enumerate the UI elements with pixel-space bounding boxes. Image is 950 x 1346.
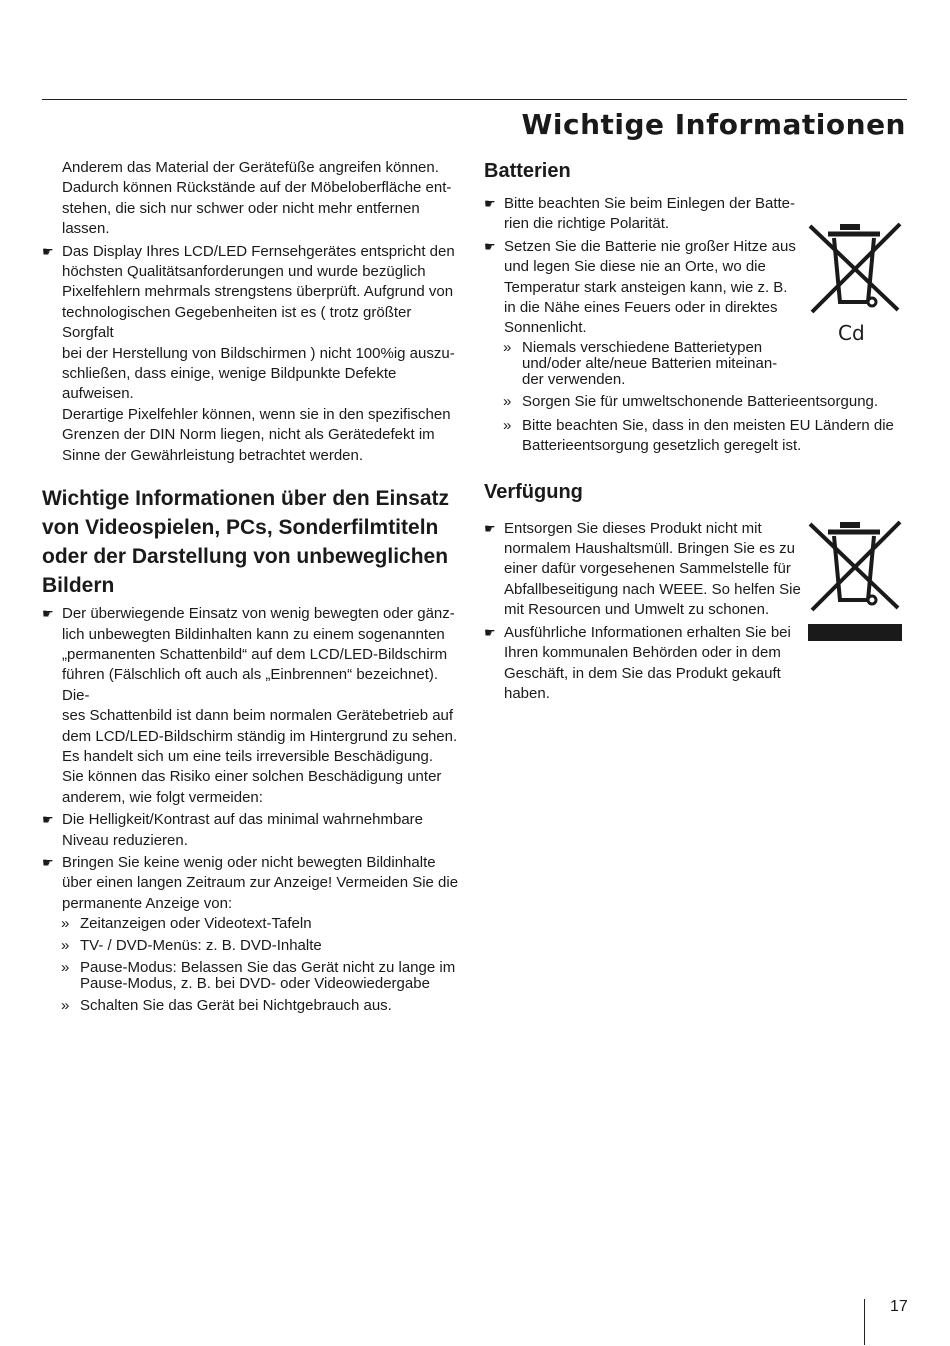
section-heading-disposal: Verfügung	[484, 480, 583, 503]
text-line: rien die richtige Polarität.	[504, 215, 670, 233]
section-heading-batteries: Batterien	[484, 160, 571, 182]
text-line: Bitte beachten Sie beim Einlegen der Batte-	[504, 195, 796, 212]
text-line: Das Display Ihres LCD/LED Fernsehgerätes entspricht den	[62, 242, 455, 260]
text-line: schließen, dass einige, wenige Bildpunkte Defekte aufweisen.	[62, 365, 397, 403]
text-line: Pause-Modus: Belassen Sie das Gerät nicht zu lange im	[80, 959, 456, 977]
sub-marker: »	[61, 915, 70, 933]
text-line: haben.	[504, 684, 550, 702]
text-line: Zeitanzeigen oder Videotext-Tafeln	[80, 915, 312, 933]
page-title: Wichtige Informationen	[521, 108, 906, 141]
text-line: Sie können das Risiko einer solchen Beschädigung unter	[62, 768, 442, 786]
text-line: der verwenden.	[522, 370, 626, 388]
sub-item	[42, 998, 467, 1014]
text-line: lich unbewegten Bildinhalten kann zu einem sogenannten	[62, 625, 445, 643]
text-line: Niveau reduzieren.	[62, 831, 188, 849]
text-line: anderem, wie folgt vermeiden:	[62, 788, 263, 806]
text-line: stehen, die sich nur schwer oder nicht mehr entfernen lassen.	[62, 199, 420, 238]
sub-marker: »	[503, 416, 512, 434]
text-line: mit Resourcen und Umwelt zu schonen.	[504, 601, 770, 619]
pointing-hand-icon: ☛	[484, 624, 496, 640]
text-line: Geschäft, in dem Sie das Produkt gekauft	[504, 664, 781, 682]
sub-marker: »	[61, 937, 70, 955]
text-line: Sonnenlicht.	[504, 319, 587, 337]
sub-item	[484, 416, 906, 457]
text-line: Die Helligkeit/Kontrast auf das minimal wahrnehmbare	[62, 811, 423, 829]
sub-marker: »	[503, 338, 512, 356]
section-heading-static-images: Wichtige Informationen über den Einsatz von Videospielen, PCs, Sonderfilmtiteln oder der Darstellung von unbeweglichen Bildern	[42, 487, 450, 598]
text-line: und/oder alte/neue Batterien miteinan-	[522, 354, 778, 372]
bullet-brightness	[42, 810, 467, 851]
text-line: dem LCD/LED-Bildschirm ständig im Hintergrund zu sehen.	[62, 727, 458, 745]
text-line: Bringen Sie keine wenig oder nicht bewegten Bildinhalte	[62, 853, 436, 871]
text-line: ses Schattenbild ist dann beim normalen Gerätebetrieb auf	[62, 707, 454, 725]
text-line: in die Nähe eines Feuers oder in direktes	[504, 299, 778, 317]
text-line: und legen Sie diese nie an Orte, wo die	[504, 258, 766, 276]
weee-bin-icon	[806, 516, 906, 642]
left-column	[42, 158, 467, 1014]
header-rule	[42, 99, 907, 100]
sub-item	[42, 938, 467, 954]
text-line: Abfallbeseitigung nach WEEE. So helfen Sie	[504, 580, 801, 598]
text-line: höchsten Qualitätsanforderungen und wurde bezüglich	[62, 263, 426, 281]
text-line: führen (Fälschlich oft auch als „Einbrennen“ bezeichnet). Die-	[62, 666, 439, 704]
pointing-hand-icon: ☛	[42, 243, 54, 259]
text-line: Derartige Pixelfehler können, wenn sie in den spezifischen	[62, 405, 451, 423]
text-line: bei der Herstellung von Bildschirmen ) nicht 100%ig auszu-	[62, 344, 455, 362]
text-line: Anderem das Material der Gerätefüße angreifen können.	[62, 159, 439, 176]
text-line: Pixelfehlern mehrmals strengstens überprüft. Aufgrund von	[62, 283, 454, 301]
text-line: Ihren kommunalen Behörden oder in dem	[504, 644, 781, 662]
text-line: Grenzen der DIN Norm liegen, nicht als Gerätedefekt im	[62, 426, 435, 444]
text-line: Sinne der Gewährleistung betrachtet werden.	[62, 446, 364, 464]
text-line: permanente Anzeige von:	[62, 894, 233, 912]
page-number: 17	[890, 1298, 908, 1315]
pointing-hand-icon: ☛	[42, 812, 54, 828]
text-line: Setzen Sie die Batterie nie großer Hitze aus	[504, 237, 796, 255]
pointing-hand-icon: ☛	[484, 520, 496, 536]
bullet-avoid-static	[42, 853, 467, 914]
sub-item	[42, 960, 467, 992]
text-line: Ausführliche Informationen erhalten Sie bei	[504, 623, 791, 641]
text-line: über einen langen Zeitraum zur Anzeige! Vermeiden Sie die	[62, 874, 459, 892]
bullet-display	[42, 242, 467, 466]
continued-paragraph	[42, 158, 467, 240]
sub-item	[484, 340, 906, 388]
text-line: Niemals verschiedene Batterietypen	[522, 338, 763, 356]
pointing-hand-icon: ☛	[42, 606, 54, 622]
text-line: Der überwiegende Einsatz von wenig bewegten oder gänz-	[62, 605, 455, 623]
sub-item	[484, 394, 906, 410]
text-line: Es handelt sich um eine teils irreversible Beschädigung.	[62, 747, 434, 765]
footer-rule	[864, 1299, 865, 1345]
cadmium-label: Cd	[838, 321, 865, 345]
text-line: Entsorgen Sie dieses Produkt nicht mit	[504, 519, 762, 537]
crossed-bin-icon	[806, 218, 906, 346]
text-line: normalem Haushaltsmüll. Bringen Sie es zu	[504, 540, 795, 558]
text-line: technologischen Gegebenheiten ist es ( trotz größter Sorgfalt	[62, 303, 412, 342]
sub-marker: »	[61, 959, 70, 977]
text-line: Bitte beachten Sie, dass in den meisten EU Ländern die	[522, 416, 894, 434]
pointing-hand-icon: ☛	[42, 854, 54, 870]
text-line: „permanenten Schattenbild“ auf dem LCD/LED-Bildschirm	[62, 645, 448, 663]
sub-item	[42, 916, 467, 932]
text-line: Dadurch können Rückstände auf der Möbeloberfläche ent-	[62, 179, 452, 197]
text-line: Batterieentsorgung gesetzlich geregelt ist.	[522, 437, 802, 455]
text-line: Pause-Modus, z. B. bei DVD- oder Videowiedergabe	[80, 975, 430, 993]
bullet-shadow-image	[42, 604, 467, 808]
text-line: Temperatur stark ansteigen kann, wie z. B.	[504, 278, 788, 296]
pointing-hand-icon: ☛	[484, 238, 496, 254]
sub-marker: »	[61, 997, 70, 1015]
text-line: TV- / DVD-Menüs: z. B. DVD-Inhalte	[80, 937, 322, 955]
sub-marker: »	[503, 392, 512, 410]
text-line: Sorgen Sie für umweltschonende Batterieentsorgung.	[522, 392, 879, 410]
pointing-hand-icon: ☛	[484, 196, 496, 211]
text-line: einer dafür vorgesehenen Sammelstelle für	[504, 560, 791, 578]
text-line: Schalten Sie das Gerät bei Nichtgebrauch aus.	[80, 997, 392, 1015]
